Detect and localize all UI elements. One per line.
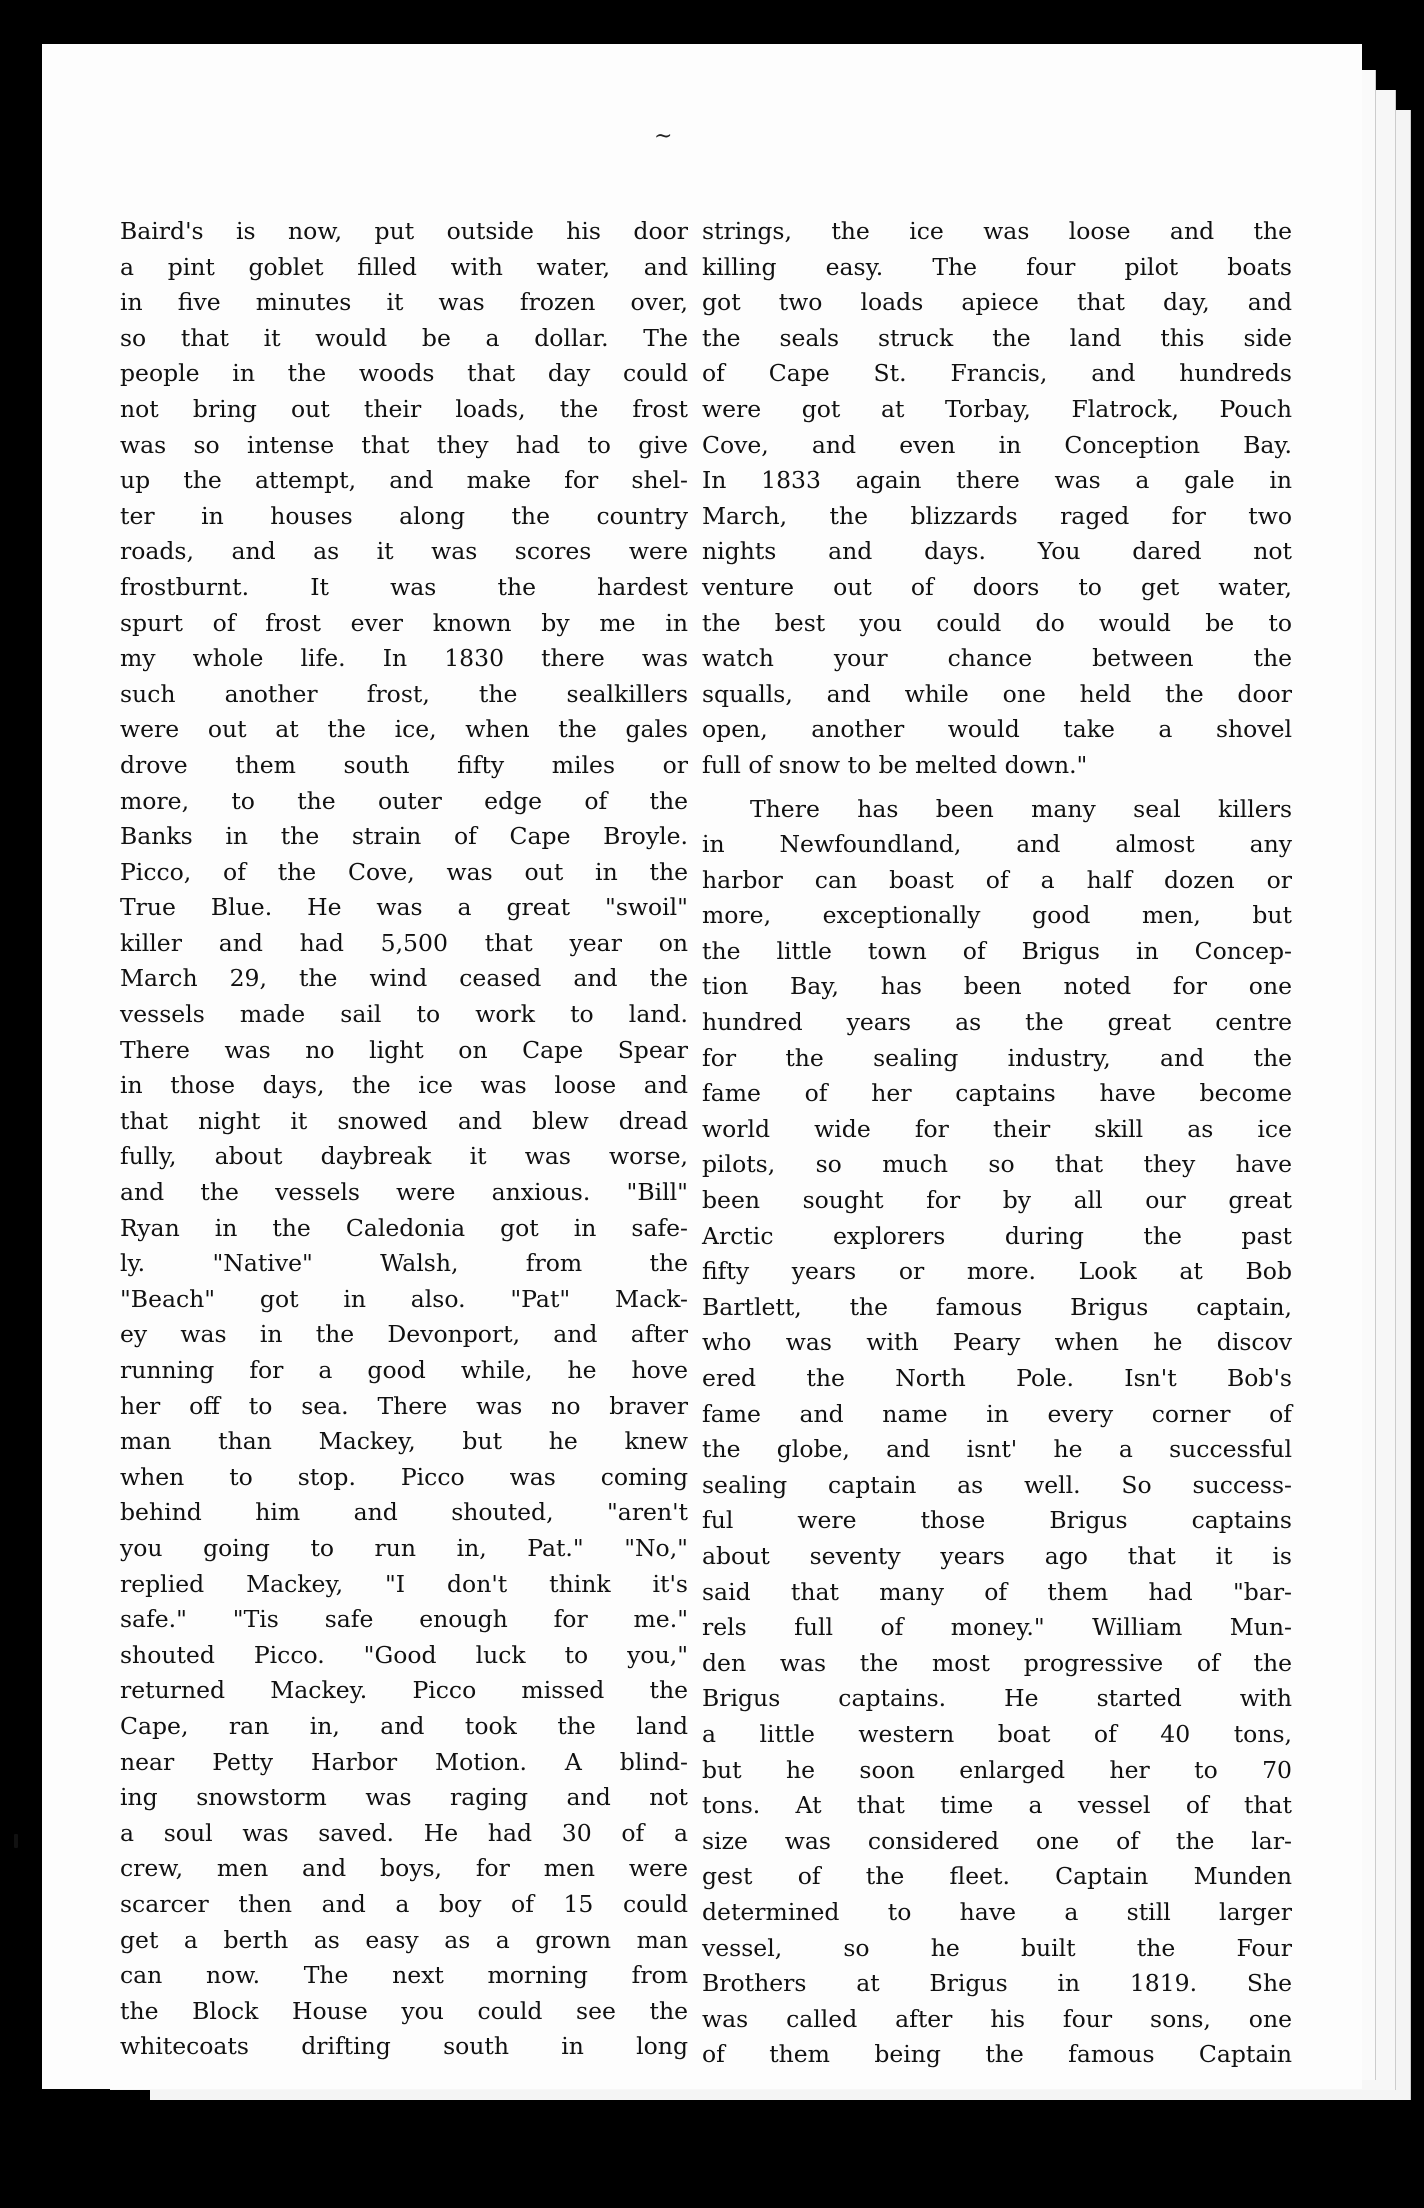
text-line: nights and days. You dared not [702,537,1292,566]
text-line: There has been many seal killers [750,794,1292,823]
text-line: roads, and as it was scores were [120,537,688,566]
text-line: such another frost, the sealkillers [120,679,688,708]
text-line: the little town of Brigus in Concep- [702,936,1292,965]
text-line: been sought for by all our great [702,1186,1292,1215]
text-line: who was with Peary when he discov [702,1328,1292,1357]
text-line: a soul was saved. He had 30 of a [120,1818,688,1847]
text-line: Picco, of the Cove, was out in the [120,857,688,886]
text-line: Baird's is now, put outside his door [120,217,688,245]
text-line: a little western boat of 40 tons, [702,1719,1292,1748]
text-line: the best you could do would be to [702,608,1292,637]
text-line: get a berth as easy as a grown man [120,1925,688,1954]
right-text-column [702,214,1292,2073]
text-line: Banks in the strain of Cape Broyle. [120,822,688,851]
text-line: up the attempt, and make for shel- [120,466,688,495]
text-line: whitecoats drifting south in long [120,2032,688,2061]
left-text-column [120,214,688,2065]
text-line: world wide for their skill as ice [702,1114,1292,1143]
text-line: In 1833 again there was a gale in [702,466,1292,495]
text-line: pilots, so much so that they have [702,1150,1292,1179]
text-line: were got at Torbay, Flatrock, Pouch [702,394,1292,423]
text-line: ful were those Brigus captains [702,1506,1292,1535]
text-line: March 29, the wind ceased and the [120,964,688,993]
text-line: got two loads apiece that day, and [702,288,1292,317]
text-line: shouted Picco. "Good luck to you," [120,1640,688,1669]
text-line: fame of her captains have become [702,1079,1292,1108]
text-line: killing easy. The four pilot boats [702,252,1292,281]
text-line: when to stop. Picco was coming [120,1462,688,1491]
text-line: that night it snowed and blew dread [120,1106,688,1135]
page-header-mark: ~ [654,124,673,149]
text-line: was called after his four sons, one [702,2004,1292,2033]
text-line: ly. "Native" Walsh, from the [120,1249,688,1278]
text-line: more, to the outer edge of the [120,786,688,815]
text-line: full of snow to be melted down." [702,750,1088,779]
text-line: about seventy years ago that it is [702,1541,1292,1570]
text-line: not bring out their loads, the frost [120,394,688,423]
text-line: and the vessels were anxious. "Bill" [120,1178,688,1207]
text-line: running for a good while, he hove [120,1356,688,1384]
text-line: crew, men and boys, for men were [120,1854,688,1883]
text-line: the globe, and isnt' he a successful [702,1435,1292,1464]
text-line: safe." "Tis safe enough for me." [120,1605,688,1634]
text-line: can now. The next morning from [120,1961,688,1990]
margin-speck [14,1834,18,1848]
text-line: March, the blizzards raged for two [702,501,1292,530]
text-line: hundred years as the great centre [702,1008,1292,1037]
text-line: scarcer then and a boy of 15 could [120,1889,688,1918]
text-line: ing snowstorm was raging and not [120,1783,688,1812]
text-line: fame and name in every corner of [702,1399,1292,1428]
text-line: vessels made sail to work to land. [120,1000,688,1029]
text-line: the seals struck the land this side [702,323,1292,352]
text-line: tons. At that time a vessel of that [702,1791,1292,1820]
text-line: Brigus captains. He started with [702,1684,1292,1713]
text-line: her off to sea. There was no braver [120,1391,688,1420]
paragraph-gap [702,784,1292,792]
text-line: Cape, ran in, and took the land [120,1711,688,1740]
text-line: in those days, the ice was loose and [120,1071,688,1100]
text-line: squalls, and while one held the door [702,679,1292,708]
text-line: ey was in the Devonport, and after [120,1320,688,1349]
text-line: Brothers at Brigus in 1819. She [702,1969,1292,1998]
text-line: spurt of frost ever known by me in [120,608,688,637]
text-line: were out at the ice, when the gales [120,715,688,744]
text-line: determined to have a still larger [702,1897,1292,1926]
text-line: more, exceptionally good men, but [702,901,1292,930]
text-line: of them being the famous Captain [702,2040,1292,2069]
text-line: fifty years or more. Look at Bob [702,1257,1292,1286]
text-line: "Beach" got in also. "Pat" Mack- [120,1284,688,1313]
text-line: said that many of them had "bar- [702,1577,1292,1606]
text-line: you going to run in, Pat." "No," [120,1533,688,1562]
text-line: frostburnt. It was the hardest [120,572,688,601]
text-line: sealing captain as well. So success- [702,1470,1292,1499]
text-line: of Cape St. Francis, and hundreds [702,359,1292,388]
text-line: near Petty Harbor Motion. A blind- [120,1747,688,1776]
text-line: Arctic explorers during the past [702,1221,1292,1250]
text-line: man than Mackey, but he knew [120,1427,688,1456]
text-line: venture out of doors to get water, [702,572,1292,601]
text-line: strings, the ice was loose and the [702,217,1292,245]
text-line: my whole life. In 1830 there was [120,644,688,673]
text-line: gest of the fleet. Captain Munden [702,1862,1292,1891]
text-line: ter in houses along the country [120,501,688,530]
text-line: in five minutes it was frozen over, [120,288,688,317]
text-line: drove them south fifty miles or [120,750,688,779]
text-line: There was no light on Cape Spear [120,1035,688,1064]
text-line: in Newfoundland, and almost any [702,830,1292,859]
text-line: people in the woods that day could [120,359,688,388]
text-line: den was the most progressive of the [702,1648,1292,1677]
text-line: vessel, so he built the Four [702,1933,1292,1962]
text-line: Cove, and even in Conception Bay. [702,430,1292,459]
text-line: so that it would be a dollar. The [120,323,688,352]
text-line: open, another would take a shovel [702,715,1292,744]
text-line: but he soon enlarged her to 70 [702,1755,1292,1784]
text-line: was so intense that they had to give [120,430,688,459]
text-line: Ryan in the Caledonia got in safe- [120,1213,688,1242]
text-line: size was considered one of the lar- [702,1826,1292,1855]
text-line: the Block House you could see the [120,1996,688,2025]
text-line: killer and had 5,500 that year on [120,928,688,957]
text-line: tion Bay, has been noted for one [702,972,1292,1001]
text-line: True Blue. He was a great "swoil" [120,893,688,922]
text-line: Bartlett, the famous Brigus captain, [702,1292,1292,1321]
document-page [42,44,1362,2089]
text-line: a pint goblet filled with water, and [120,252,688,281]
text-line: behind him and shouted, "aren't [120,1498,688,1527]
text-line: returned Mackey. Picco missed the [120,1676,688,1705]
text-line: rels full of money." William Mun- [702,1613,1292,1642]
text-line: watch your chance between the [702,644,1292,673]
text-line: fully, about daybreak it was worse, [120,1142,688,1171]
text-line: ered the North Pole. Isn't Bob's [702,1364,1292,1392]
text-line: for the sealing industry, and the [702,1043,1292,1072]
text-line: harbor can boast of a half dozen or [702,865,1292,894]
text-line: replied Mackey, "I don't think it's [120,1569,688,1598]
